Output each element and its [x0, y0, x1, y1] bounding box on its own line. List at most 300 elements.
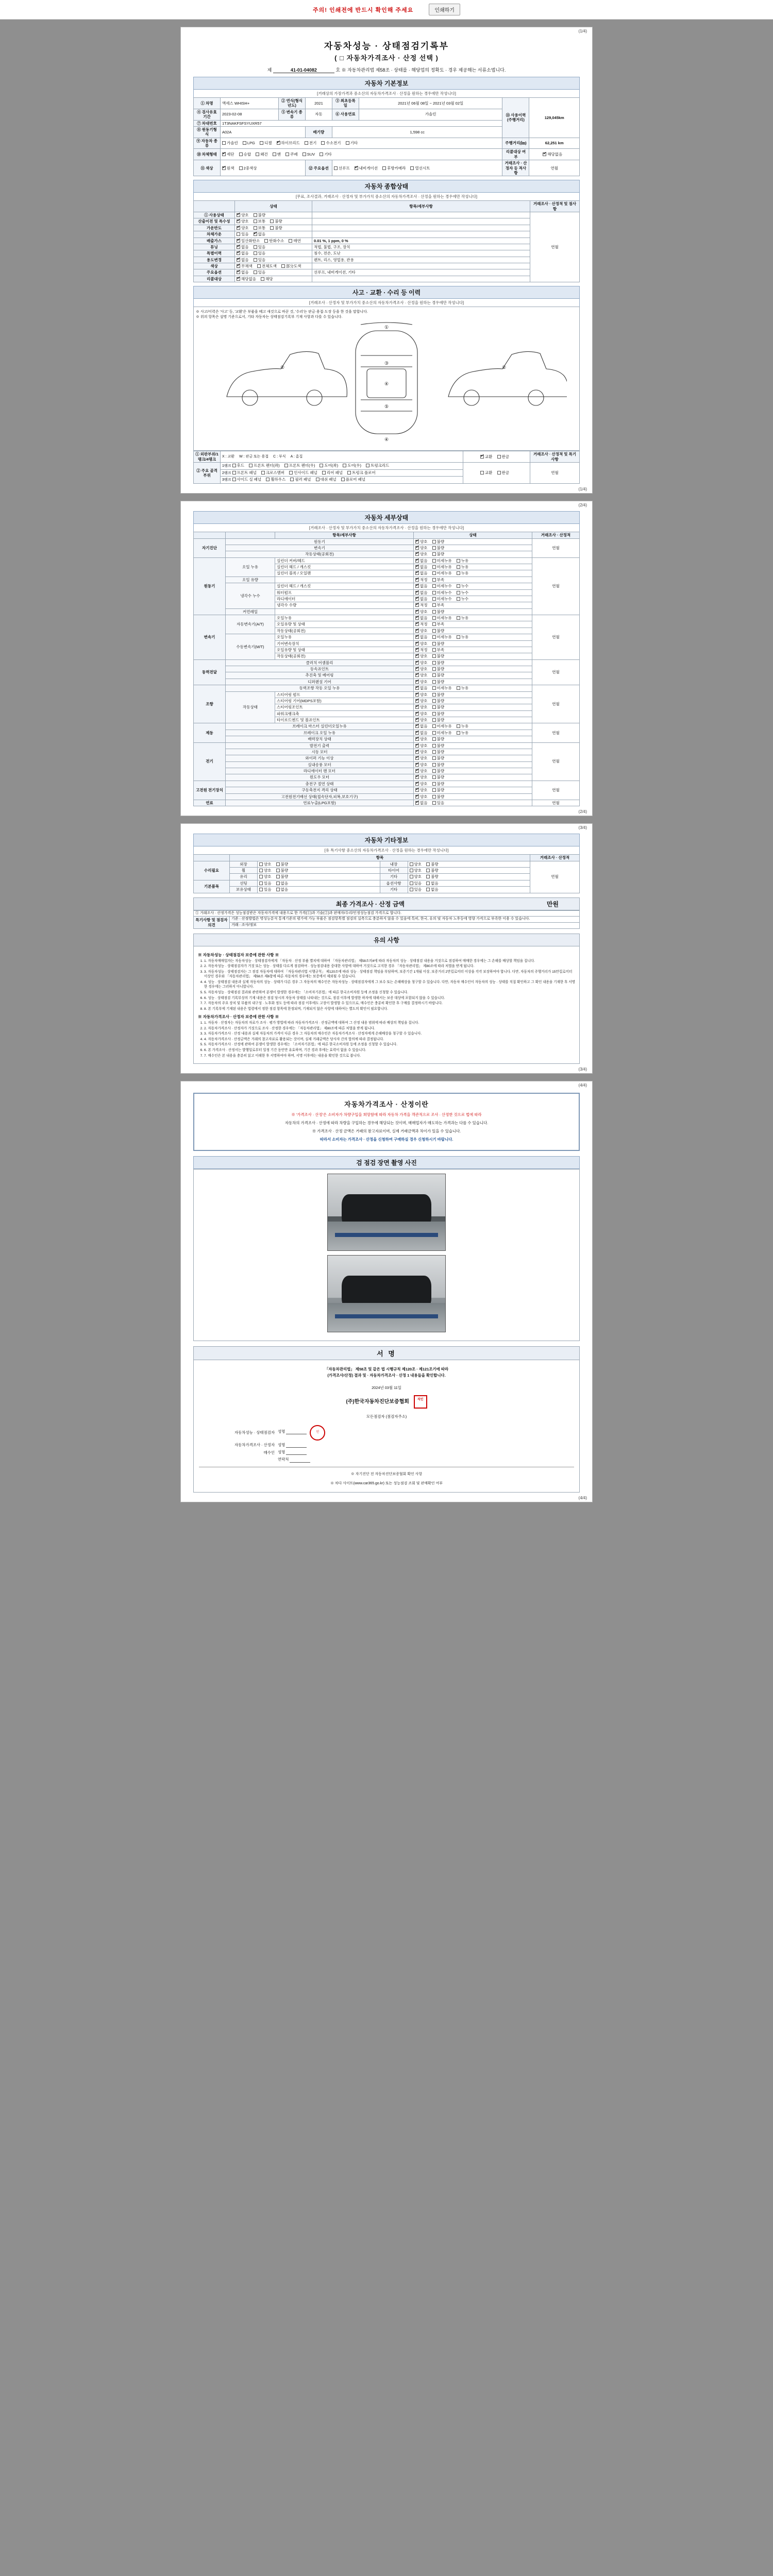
etc-r1-r-opt-1[interactable] — [426, 868, 439, 873]
base-option-3[interactable] — [410, 166, 430, 171]
rank0-item-5[interactable] — [366, 463, 389, 468]
checkbox-checked-icon[interactable] — [415, 686, 419, 690]
g1r7-opt-0[interactable] — [415, 603, 428, 607]
g7r2-opt-0[interactable] — [415, 794, 428, 799]
signer-row-2-line[interactable] — [286, 1450, 307, 1455]
g1r2-opt-0[interactable] — [415, 571, 428, 575]
detail-g1-r2-status[interactable] — [414, 570, 532, 577]
g3r1-opt-1[interactable] — [432, 667, 445, 671]
detail-g0-r0-status[interactable] — [414, 538, 532, 545]
etc-r0-r-opt-0[interactable] — [410, 862, 422, 867]
checkbox-icon[interactable] — [497, 471, 501, 474]
checkbox-icon[interactable] — [432, 782, 436, 786]
checkbox-checked-icon[interactable] — [222, 166, 226, 170]
g2r0-opt-0[interactable] — [415, 616, 428, 620]
checkbox-checked-icon[interactable] — [415, 546, 419, 550]
fuel-option-1[interactable] — [243, 141, 255, 145]
fuel-option-2[interactable] — [260, 141, 272, 145]
checkbox-icon[interactable] — [346, 141, 349, 145]
signer-row-3-line[interactable] — [290, 1457, 310, 1462]
overall-2-opt-2[interactable] — [270, 226, 282, 230]
g2r0-opt-1[interactable] — [432, 616, 452, 620]
g4r0-opt-2[interactable] — [457, 686, 469, 690]
etc-r3-r-opt-1[interactable] — [426, 881, 439, 886]
checkbox-icon[interactable] — [256, 152, 259, 156]
overall-3-opt-0[interactable] — [237, 232, 249, 236]
g6r4-opt-1[interactable] — [432, 769, 445, 773]
checkbox-icon[interactable] — [432, 642, 436, 646]
parts-option-1[interactable] — [497, 454, 510, 459]
overall-6-opt-0[interactable] — [237, 251, 249, 256]
recall-option-0[interactable] — [543, 152, 562, 157]
checkbox-icon[interactable] — [222, 141, 226, 145]
checkbox-icon[interactable] — [426, 882, 430, 885]
g4r5-opt-0[interactable] — [415, 718, 428, 722]
checkbox-icon[interactable] — [289, 471, 293, 474]
etc-r2-r-opt-0[interactable] — [410, 874, 422, 879]
checkbox-icon[interactable] — [432, 667, 436, 671]
detail-g6-r5-status[interactable] — [414, 774, 532, 781]
checkbox-icon[interactable] — [321, 141, 325, 145]
g5r0-opt-2[interactable] — [457, 724, 469, 728]
g2r5-opt-1[interactable] — [432, 648, 445, 652]
body-option-6[interactable] — [320, 152, 332, 157]
g1r6-opt-2[interactable] — [457, 597, 469, 601]
detail-g6-r1-status[interactable] — [414, 749, 532, 755]
checkbox-icon[interactable] — [432, 693, 436, 697]
checkbox-icon[interactable] — [480, 471, 484, 474]
checkbox-icon[interactable] — [264, 239, 268, 243]
g4r0-opt-1[interactable] — [432, 686, 452, 690]
overall-9-opt-1[interactable] — [254, 270, 266, 275]
checkbox-checked-icon[interactable] — [222, 152, 226, 156]
detail-g1-r8-status[interactable] — [414, 608, 532, 615]
checkbox-icon[interactable] — [432, 680, 436, 684]
g6r0-opt-0[interactable] — [415, 743, 428, 748]
checkbox-checked-icon[interactable] — [237, 251, 240, 255]
checkbox-icon[interactable] — [254, 213, 257, 217]
detail-g4-r4-status[interactable] — [414, 710, 532, 717]
checkbox-icon[interactable] — [432, 731, 436, 735]
checkbox-icon[interactable] — [261, 277, 264, 281]
checkbox-icon[interactable] — [341, 478, 345, 481]
etc-r3-left-status[interactable] — [258, 880, 380, 886]
checkbox-checked-icon[interactable] — [237, 219, 240, 223]
g5r2-opt-1[interactable] — [432, 737, 445, 741]
detail-g0-r2-status[interactable] — [414, 551, 532, 557]
checkbox-checked-icon[interactable] — [415, 680, 419, 684]
overall-8-opt-1[interactable] — [257, 264, 277, 268]
g7r2-opt-1[interactable] — [432, 794, 445, 799]
g2r4-opt-0[interactable] — [415, 641, 428, 646]
checkbox-icon[interactable] — [432, 559, 436, 563]
checkbox-icon[interactable] — [457, 565, 460, 569]
checkbox-icon[interactable] — [276, 888, 280, 891]
signer-row-0-line[interactable] — [286, 1429, 307, 1434]
main-option-1[interactable] — [497, 470, 510, 475]
checkbox-icon[interactable] — [259, 862, 263, 866]
rank2-item-2[interactable] — [290, 477, 311, 482]
g3r3-opt-1[interactable] — [432, 680, 445, 684]
checkbox-checked-icon[interactable] — [237, 277, 240, 281]
g1r0-opt-0[interactable] — [415, 558, 428, 563]
g2r1-opt-1[interactable] — [432, 622, 445, 626]
rank1-item-4[interactable] — [347, 470, 376, 475]
checkbox-checked-icon[interactable] — [415, 788, 419, 792]
overall-7-opt-0[interactable] — [237, 258, 249, 262]
etc-r4-right-status[interactable] — [408, 887, 530, 893]
etc-r3-l-opt-1[interactable] — [276, 881, 289, 886]
detail-g2-r4-status[interactable] — [414, 640, 532, 647]
etc-r2-left-status[interactable] — [258, 874, 380, 880]
checkbox-icon[interactable] — [254, 251, 257, 255]
g5r0-opt-0[interactable] — [415, 724, 428, 728]
overall-row-5-status[interactable] — [235, 244, 312, 250]
checkbox-checked-icon[interactable] — [237, 270, 240, 274]
detail-g2-r1-status[interactable] — [414, 621, 532, 628]
overall-4-opt-0[interactable] — [237, 239, 260, 243]
checkbox-icon[interactable] — [497, 455, 501, 459]
checkbox-icon[interactable] — [410, 862, 413, 866]
detail-g6-r3-status[interactable] — [414, 761, 532, 768]
etc-r3-r-opt-0[interactable] — [410, 881, 422, 886]
checkbox-checked-icon[interactable] — [415, 622, 419, 626]
checkbox-icon[interactable] — [410, 875, 413, 878]
g4r1-opt-0[interactable] — [415, 692, 428, 697]
checkbox-icon[interactable] — [273, 152, 276, 156]
g0r0-opt-0[interactable] — [415, 539, 428, 544]
g0r0-opt-1[interactable] — [432, 539, 445, 544]
checkbox-icon[interactable] — [432, 756, 436, 760]
etc-r2-l-opt-1[interactable] — [276, 874, 289, 879]
g2r6-opt-1[interactable] — [432, 654, 445, 658]
g4r5-opt-1[interactable] — [432, 718, 445, 722]
overall-2-opt-0[interactable] — [237, 226, 249, 230]
overall-1-opt-0[interactable] — [237, 219, 249, 224]
g5r1-opt-1[interactable] — [432, 731, 452, 735]
etc-r2-r-opt-1[interactable] — [426, 874, 439, 879]
signer-row-1-line[interactable] — [286, 1443, 307, 1448]
basic-base-options[interactable] — [332, 160, 502, 176]
basic-recall-options[interactable] — [529, 149, 580, 160]
checkbox-checked-icon[interactable] — [480, 455, 484, 459]
g2r3-opt-0[interactable] — [415, 635, 428, 639]
rank0-item-3[interactable] — [320, 463, 338, 468]
checkbox-icon[interactable] — [432, 801, 436, 805]
overall-row-8-status[interactable] — [235, 263, 312, 269]
detail-g5-r2-status[interactable] — [414, 736, 532, 742]
etc-r1-l-opt-1[interactable] — [276, 868, 289, 873]
checkbox-checked-icon[interactable] — [415, 769, 419, 773]
checkbox-icon[interactable] — [410, 888, 413, 891]
rank2-item-1[interactable] — [266, 477, 285, 482]
etc-r0-right-status[interactable] — [408, 861, 530, 867]
g5r2-opt-0[interactable] — [415, 737, 428, 741]
overall-3-opt-1[interactable] — [254, 232, 266, 236]
detail-g6-r2-status[interactable] — [414, 755, 532, 761]
detail-g4-r1-status[interactable] — [414, 691, 532, 698]
checkbox-icon[interactable] — [426, 862, 430, 866]
checkbox-checked-icon[interactable] — [415, 591, 419, 595]
checkbox-checked-icon[interactable] — [543, 152, 546, 156]
checkbox-icon[interactable] — [426, 888, 430, 891]
checkbox-icon[interactable] — [432, 673, 436, 677]
g1r0-opt-2[interactable] — [457, 558, 469, 563]
g6r3-opt-0[interactable] — [415, 762, 428, 767]
g1r5-opt-1[interactable] — [432, 590, 452, 595]
checkbox-icon[interactable] — [432, 705, 436, 709]
overall-0-opt-0[interactable] — [237, 213, 249, 217]
etc-r0-left-status[interactable] — [258, 861, 380, 867]
overall-10-opt-1[interactable] — [261, 277, 273, 281]
g6r5-opt-1[interactable] — [432, 775, 445, 779]
checkbox-checked-icon[interactable] — [415, 629, 419, 633]
overall-4-opt-2[interactable] — [289, 239, 301, 243]
detail-g2-r0-status[interactable] — [414, 615, 532, 621]
checkbox-icon[interactable] — [259, 869, 263, 872]
base-option-2[interactable] — [382, 166, 406, 171]
checkbox-icon[interactable] — [432, 763, 436, 767]
overall-row-7-status[interactable] — [235, 257, 312, 263]
detail-g6-r4-status[interactable] — [414, 768, 532, 774]
checkbox-checked-icon[interactable] — [415, 603, 419, 607]
overall-5-opt-0[interactable] — [237, 245, 249, 249]
checkbox-icon[interactable] — [343, 464, 346, 467]
checkbox-checked-icon[interactable] — [415, 552, 419, 556]
detail-g3-r1-status[interactable] — [414, 666, 532, 672]
g6r5-opt-0[interactable] — [415, 775, 428, 779]
checkbox-icon[interactable] — [432, 540, 436, 544]
checkbox-checked-icon[interactable] — [415, 763, 419, 767]
etc-r4-l-opt-0[interactable] — [259, 887, 272, 892]
checkbox-icon[interactable] — [432, 616, 436, 620]
overall-row-2-status[interactable] — [235, 225, 312, 231]
checkbox-icon[interactable] — [334, 166, 338, 170]
checkbox-icon[interactable] — [457, 731, 460, 735]
checkbox-checked-icon[interactable] — [415, 782, 419, 786]
checkbox-icon[interactable] — [432, 571, 436, 575]
checkbox-icon[interactable] — [254, 270, 257, 274]
checkbox-icon[interactable] — [320, 464, 323, 467]
g8r0-opt-1[interactable] — [432, 801, 445, 805]
checkbox-icon[interactable] — [457, 571, 460, 575]
checkbox-checked-icon[interactable] — [415, 756, 419, 760]
detail-g1-r7-status[interactable] — [414, 602, 532, 608]
fuel-option-0[interactable] — [222, 141, 238, 145]
checkbox-icon[interactable] — [276, 875, 280, 878]
g6r4-opt-0[interactable] — [415, 769, 428, 773]
checkbox-checked-icon[interactable] — [355, 166, 358, 170]
checkbox-checked-icon[interactable] — [415, 712, 419, 716]
detail-g3-r2-status[interactable] — [414, 672, 532, 679]
checkbox-checked-icon[interactable] — [415, 718, 419, 722]
etc-r3-l-opt-0[interactable] — [259, 881, 272, 886]
g4r2-opt-1[interactable] — [432, 699, 445, 703]
g1r2-opt-2[interactable] — [457, 571, 469, 575]
g3r1-opt-0[interactable] — [415, 667, 428, 671]
detail-g3-r0-status[interactable] — [414, 659, 532, 666]
checkbox-icon[interactable] — [432, 769, 436, 773]
checkbox-checked-icon[interactable] — [415, 597, 419, 601]
g2r6-opt-0[interactable] — [415, 654, 428, 658]
checkbox-checked-icon[interactable] — [415, 693, 419, 697]
checkbox-icon[interactable] — [432, 622, 436, 626]
checkbox-icon[interactable] — [303, 152, 306, 156]
parts-option-0[interactable] — [480, 454, 493, 459]
g3r2-opt-0[interactable] — [415, 673, 428, 677]
checkbox-icon[interactable] — [457, 635, 460, 639]
g1r8-opt-0[interactable] — [415, 609, 428, 614]
checkbox-icon[interactable] — [276, 869, 280, 872]
checkbox-checked-icon[interactable] — [237, 226, 240, 230]
overall-8-opt-2[interactable] — [281, 264, 301, 268]
detail-g6-r0-status[interactable] — [414, 742, 532, 749]
checkbox-checked-icon[interactable] — [415, 635, 419, 639]
checkbox-icon[interactable] — [232, 471, 236, 474]
checkbox-checked-icon[interactable] — [415, 565, 419, 569]
color-option-0[interactable] — [222, 166, 234, 171]
g0r2-opt-0[interactable] — [415, 552, 428, 556]
detail-g2-r3-status[interactable] — [414, 634, 532, 640]
checkbox-checked-icon[interactable] — [254, 232, 257, 236]
detail-g1-r3-status[interactable] — [414, 577, 532, 583]
etc-r0-r-opt-1[interactable] — [426, 862, 439, 867]
g7r0-opt-0[interactable] — [415, 782, 428, 786]
g7r0-opt-1[interactable] — [432, 782, 445, 786]
checkbox-checked-icon[interactable] — [415, 559, 419, 563]
checkbox-icon[interactable] — [432, 775, 436, 779]
checkbox-checked-icon[interactable] — [277, 141, 280, 145]
checkbox-icon[interactable] — [457, 559, 460, 563]
checkbox-icon[interactable] — [457, 584, 460, 588]
detail-g4-r0-status[interactable] — [414, 685, 532, 691]
g4r3-opt-0[interactable] — [415, 705, 428, 709]
detail-g5-r1-status[interactable] — [414, 730, 532, 736]
checkbox-icon[interactable] — [432, 552, 436, 556]
accident-parts-options[interactable] — [463, 451, 530, 463]
overall-4-opt-1[interactable] — [264, 239, 284, 243]
rank2-item-0[interactable] — [232, 477, 262, 482]
checkbox-icon[interactable] — [290, 478, 294, 481]
checkbox-icon[interactable] — [457, 616, 460, 620]
rank0-item-4[interactable] — [343, 463, 361, 468]
g1r4-opt-1[interactable] — [432, 584, 452, 588]
checkbox-icon[interactable] — [254, 226, 257, 230]
checkbox-icon[interactable] — [457, 597, 460, 601]
checkbox-icon[interactable] — [320, 152, 323, 156]
checkbox-icon[interactable] — [426, 875, 430, 878]
g3r3-opt-0[interactable] — [415, 680, 428, 684]
g1r4-opt-2[interactable] — [457, 584, 469, 588]
g2r0-opt-2[interactable] — [457, 616, 469, 620]
checkbox-icon[interactable] — [261, 471, 265, 474]
g1r0-opt-1[interactable] — [432, 558, 452, 563]
checkbox-icon[interactable] — [254, 245, 257, 249]
main-option-0[interactable] — [480, 470, 493, 475]
overall-row-3-status[interactable] — [235, 231, 312, 238]
checkbox-icon[interactable] — [426, 869, 430, 872]
overall-row-1-status[interactable] — [235, 218, 312, 225]
detail-g1-r6-status[interactable] — [414, 596, 532, 602]
checkbox-icon[interactable] — [457, 591, 460, 595]
g4r0-opt-0[interactable] — [415, 686, 428, 690]
checkbox-checked-icon[interactable] — [415, 661, 419, 665]
checkbox-icon[interactable] — [432, 788, 436, 792]
g1r1-opt-2[interactable] — [457, 565, 469, 569]
g0r1-opt-0[interactable] — [415, 546, 428, 550]
checkbox-icon[interactable] — [270, 226, 274, 230]
checkbox-checked-icon[interactable] — [415, 540, 419, 544]
fuel-option-4[interactable] — [305, 141, 317, 145]
checkbox-checked-icon[interactable] — [415, 750, 419, 754]
body-option-2[interactable] — [256, 152, 268, 157]
checkbox-icon[interactable] — [432, 565, 436, 569]
checkbox-checked-icon[interactable] — [415, 737, 419, 741]
checkbox-icon[interactable] — [432, 629, 436, 633]
checkbox-icon[interactable] — [432, 648, 436, 652]
checkbox-checked-icon[interactable] — [415, 673, 419, 677]
checkbox-checked-icon[interactable] — [415, 705, 419, 709]
checkbox-checked-icon[interactable] — [415, 724, 419, 728]
detail-g7-r1-status[interactable] — [414, 787, 532, 793]
color-option-1[interactable] — [239, 166, 257, 171]
checkbox-icon[interactable] — [259, 882, 263, 885]
detail-g4-r5-status[interactable] — [414, 717, 532, 723]
overall-row-6-status[interactable] — [235, 250, 312, 257]
g3r0-opt-1[interactable] — [432, 660, 445, 665]
etc-r1-left-status[interactable] — [258, 868, 380, 874]
checkbox-icon[interactable] — [284, 464, 288, 467]
overall-5-opt-1[interactable] — [254, 245, 266, 249]
g6r1-opt-0[interactable] — [415, 750, 428, 754]
fuel-option-6[interactable] — [346, 141, 358, 145]
checkbox-icon[interactable] — [281, 264, 285, 268]
checkbox-checked-icon[interactable] — [237, 239, 240, 243]
checkbox-icon[interactable] — [432, 750, 436, 754]
checkbox-icon[interactable] — [276, 882, 280, 885]
checkbox-icon[interactable] — [457, 686, 460, 690]
checkbox-checked-icon[interactable] — [415, 699, 419, 703]
checkbox-checked-icon[interactable] — [415, 795, 419, 799]
rank1-item-1[interactable] — [261, 470, 284, 475]
g6r0-opt-1[interactable] — [432, 743, 445, 748]
g4r2-opt-0[interactable] — [415, 699, 428, 703]
checkbox-icon[interactable] — [259, 875, 263, 878]
checkbox-icon[interactable] — [322, 471, 326, 474]
checkbox-icon[interactable] — [432, 712, 436, 716]
etc-r1-right-status[interactable] — [408, 868, 530, 874]
body-option-0[interactable] — [222, 152, 234, 157]
fuel-option-3[interactable] — [277, 141, 300, 145]
detail-g3-r3-status[interactable] — [414, 679, 532, 685]
rank2-item-4[interactable] — [341, 477, 365, 482]
rank1-item-0[interactable] — [232, 470, 257, 475]
detail-g0-r1-status[interactable] — [414, 545, 532, 551]
overall-1-opt-1[interactable] — [254, 219, 266, 224]
checkbox-icon[interactable] — [432, 546, 436, 550]
checkbox-icon[interactable] — [432, 591, 436, 595]
detail-g4-r2-status[interactable] — [414, 698, 532, 704]
g1r7-opt-1[interactable] — [432, 603, 445, 607]
etc-r4-r-opt-0[interactable] — [410, 887, 422, 892]
g4r4-opt-0[interactable] — [415, 711, 428, 716]
checkbox-icon[interactable] — [432, 699, 436, 703]
checkbox-icon[interactable] — [347, 471, 351, 474]
checkbox-icon[interactable] — [410, 166, 414, 170]
checkbox-icon[interactable] — [237, 232, 240, 236]
detail-g2-r5-status[interactable] — [414, 647, 532, 653]
checkbox-checked-icon[interactable] — [237, 245, 240, 249]
